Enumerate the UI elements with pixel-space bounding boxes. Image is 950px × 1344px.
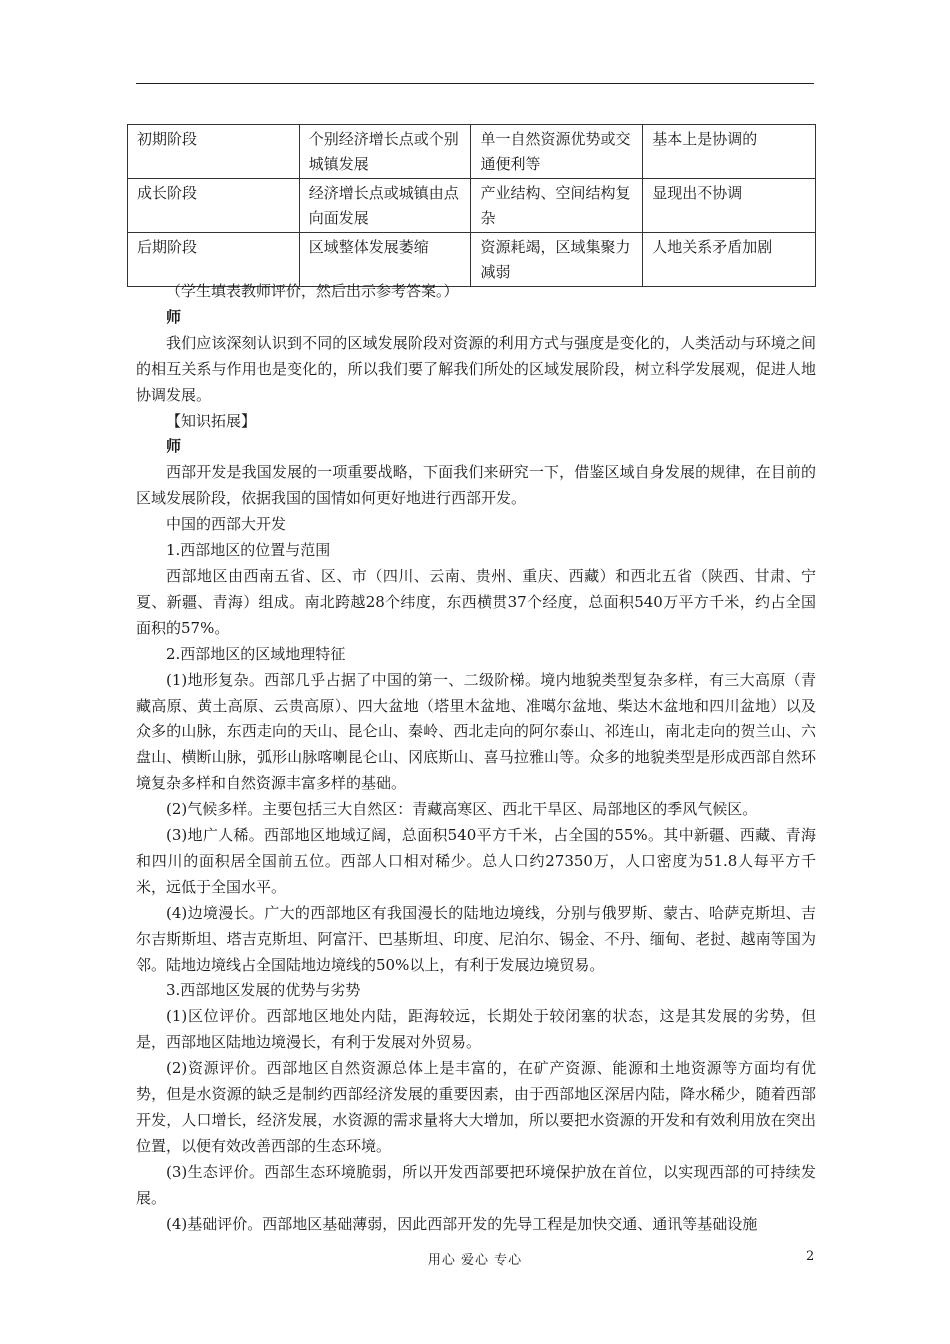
table-cell: 区域整体发展萎缩	[299, 233, 471, 287]
footer-motto: 用心 爱心 专心	[427, 1253, 523, 1268]
table-cell: 基本上是协调的	[643, 125, 816, 179]
body-paragraph: (2)气候多样。主要包括三大自然区：青藏高寒区、西北干旱区、局部地区的季风气候区。	[166, 800, 758, 819]
speaker-label: 师	[166, 437, 182, 456]
body-paragraph: (1)区位评价。西部地区地处内陆，距海较远，长期处于较闭塞的状态，这是其发展的劣势，但是，西部地区陆地边境漫长，有利于发展对外贸易。	[136, 1007, 816, 1052]
body-paragraph: 2.西部地区的区域地理特征	[166, 644, 346, 663]
table-cell: 个别经济增长点或个别城镇发展	[299, 125, 471, 179]
body-paragraph: 西部开发是我国发展的一项重要战略，下面我们来研究一下，借鉴区域自身发展的规律，在目前的区域发展阶段，依据我国的国情如何更好地进行西部开发。	[136, 463, 816, 508]
table-row	[128, 179, 816, 233]
body-paragraph: 西部地区由西南五省、区、市（四川、云南、贵州、重庆、西藏）和西北五省（陕西、甘肃、宁夏、新疆、青海）组成。南北跨越28个纬度，东西横贯37个经度，总面积540万平方千米，约占全国面积的57%。	[136, 566, 816, 637]
body-paragraph: (4)基础评价。西部地区基础薄弱，因此西部开发的先导工程是加快交通、通讯等基础设施	[166, 1214, 758, 1233]
body-paragraph: (3)生态评价。西部生态环境脆弱，所以开发西部要把环境保护放在首位，以实现西部的可持续发展。	[136, 1162, 816, 1207]
body-paragraph: 中国的西部大开发	[166, 515, 287, 534]
body-paragraph: (1)地形复杂。西部几乎占据了中国的第一、二级阶梯。境内地貌类型复杂多样，有三大高原（青藏高原、黄土高原、云贵高原）、四大盆地（塔里木盆地、准噶尔盆地、柴达木盆地和四川盆地）以及众多的山脉，东西走向的天山、昆仑山、秦岭、西北走向的阿尔泰山、祁连山，南北走向的贺兰山、六盘山、横断山脉，弧形山脉喀喇昆仑山、冈底斯山、喜马拉雅山等。众多的地貌类型是形成西部自然环境复杂多样和自然资源丰富多样的基础。	[136, 670, 816, 793]
table-row	[128, 125, 816, 179]
body-paragraph: 【知识拓展】	[166, 411, 257, 430]
table-cell: 经济增长点或城镇由点向面发展	[299, 179, 471, 233]
page-number: 2	[806, 1249, 815, 1264]
header-rule	[136, 83, 814, 84]
body-paragraph: 我们应该深刻认识到不同的区域发展阶段对资源的利用方式与强度是变化的，人类活动与环境之间的相互关系与作用也是变化的，所以我们要了解我们所处的区域发展阶段，树立科学发展观，促进人地协调发展。	[136, 333, 816, 404]
table-cell: 产业结构、空间结构复杂	[471, 179, 643, 233]
body-paragraph: (2)资源评价。西部地区自然资源总体上是丰富的，在矿产资源、能源和土地资源等方面均有优势，但是水资源的缺乏是制约西部经济发展的重要因素，由于西部地区深居内陆，降水稀少，随着西部开发，人口增长，经济发展，水资源的需求量将大大增加，所以要把水资源的开发和有效利用放在突出位置，以便有效改善西部的生态环境。	[136, 1059, 816, 1155]
table-cell: 成长阶段	[128, 179, 300, 233]
body-paragraph: 1.西部地区的位置与范围	[166, 541, 331, 560]
table-cell: 后期阶段	[128, 233, 300, 287]
table-cell: 资源耗竭，区域集聚力减弱	[471, 233, 643, 287]
table-cell: 单一自然资源优势或交通便利等	[471, 125, 643, 179]
table-cell: 显现出不协调	[643, 179, 816, 233]
body-paragraph: 3.西部地区发展的优势与劣势	[166, 981, 361, 1000]
body-paragraph: (4)边境漫长。广大的西部地区有我国漫长的陆地边境线，分别与俄罗斯、蒙古、哈萨克斯坦、吉尔吉斯斯坦、塔吉克斯坦、阿富汗、巴基斯坦、印度、尼泊尔、锡金、不丹、缅甸、老挝、越南等国为邻。陆地边境线占全国陆地边境线的50%以上，有利于发展边境贸易。	[136, 903, 816, 974]
document-body	[136, 279, 816, 1238]
table-cell: 初期阶段	[128, 125, 300, 179]
table-cell: 人地关系矛盾加剧	[643, 233, 816, 287]
body-paragraph: (3)地广人稀。西部地区地域辽阔，总面积540平方千米，占全国的55%。其中新疆、西藏、青海和四川的面积居全国前五位。西部人口相对稀少。总人口约27350万，人口密度为51.8人每平方千米，远低于全国水平。	[136, 826, 816, 896]
development-stage-table	[127, 124, 816, 287]
speaker-label: 师	[166, 307, 182, 326]
instruction-note: （学生填表教师评价，然后出示参考答案。）	[166, 282, 459, 300]
